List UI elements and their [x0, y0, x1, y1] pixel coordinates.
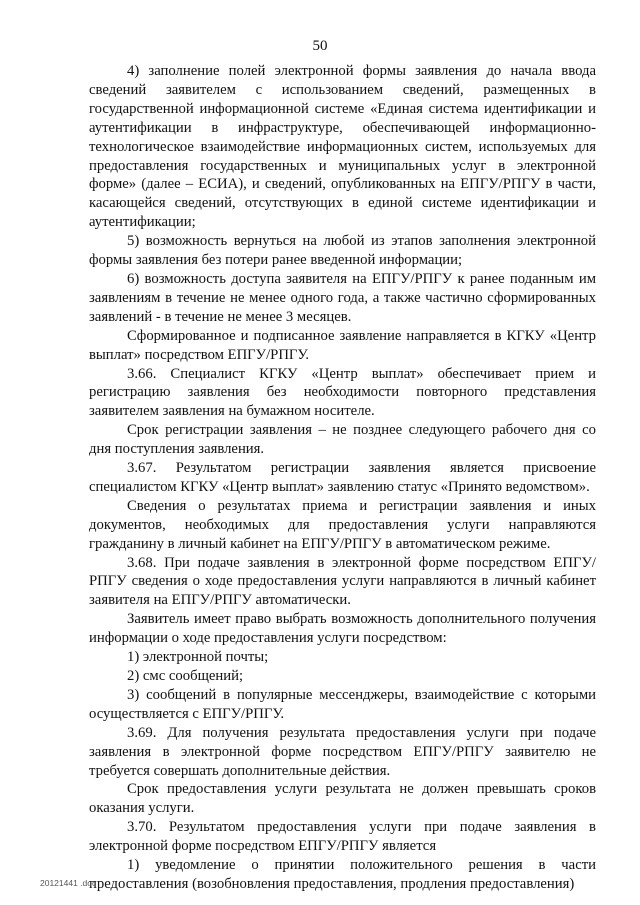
- paragraph: Сведения о результатах приема и регистрации заявления и иных документов, необходимых для предоставления услуги направляются гражданину в личный кабинет на ЕПГУ/РПГУ в автоматическом режиме.: [89, 497, 596, 552]
- paragraph: Срок регистрации заявления – не позднее следующего рабочего дня со дня поступления заявления.: [89, 422, 596, 458]
- list-item: 2) смс сообщений;: [127, 668, 244, 684]
- page-number: 50: [312, 38, 328, 54]
- paragraph: 5) возможность вернуться на любой из этапов заполнения электронной формы заявления без потери ранее введенной информации;: [89, 233, 596, 269]
- list-item: 1) уведомление о принятии положительного решения в части предоставления (возобновления предоставления, продления предоставления): [89, 857, 596, 892]
- paragraph: 6) возможность доступа заявителя на ЕПГУ/РПГУ к ранее поданным им заявлениям в течение не менее одного года, а также частично сформированных заявлений - в течение не менее 3 месяцев.: [89, 270, 596, 325]
- paragraph: 3.66. Специалист КГКУ «Центр выплат» обеспечивает прием и регистрацию заявления без необходимости повторного представления заявителем заявления на бумажном носителе.: [89, 365, 596, 420]
- paragraph: 4) заполнение полей электронной формы заявления до начала ввода сведений заявителем с использованием сведений, размещенных в государственной информационной системе «Единая система идентификации и аутентификации в инфраструктуре, обеспечивающей информационно-технологическое взаимодействие информационных систем, используемых для предоставления государственных и муниципальных услуг в электронной форме» (далее – ЕСИА), и сведений, опубликованных на ЕПГУ/РПГУ в части, касающейся сведений, отсутствующих в единой системе идентификации и аутентификации;: [89, 63, 596, 231]
- paragraph: Срок предоставления услуги результата не должен превышать сроков оказания услуги.: [89, 781, 596, 817]
- paragraph: 3.69. Для получения результата предоставления услуги при подаче заявления в электронной форме посредством ЕПГУ/РПГУ заявителю не требуется совершать дополнительные действия.: [89, 724, 596, 779]
- list-item: 3) сообщений в популярные мессенджеры, взаимодействие с которыми осуществляется с ЕПГУ/РПГУ.: [89, 686, 596, 722]
- paragraph: 3.68. При подаче заявления в электронной форме посредством ЕПГУ/РПГУ сведения о ходе предоставления услуги направляются в личный кабинет заявителя на ЕПГУ/РПГУ автоматически.: [89, 554, 596, 609]
- paragraph: Сформированное и подписанное заявление направляется в КГКУ «Центр выплат» посредством ЕПГУ/РПГУ.: [89, 327, 596, 363]
- paragraph: 3.70. Результатом предоставления услуги при подаче заявления в электронной форме посредством ЕПГУ/РПГУ является: [89, 819, 596, 855]
- file-name-footer: 20121441 .doc: [40, 878, 97, 888]
- list-item: 1) электронной почты;: [127, 649, 269, 666]
- document-body: [89, 62, 596, 894]
- paragraph: 3.67. Результатом регистрации заявления является присвоение специалистом КГКУ «Центр выплат» заявлению статус «Принято ведомством».: [89, 460, 596, 495]
- paragraph: Заявитель имеет право выбрать возможность дополнительного получения информации о ходе предоставления услуги посредством:: [89, 611, 596, 647]
